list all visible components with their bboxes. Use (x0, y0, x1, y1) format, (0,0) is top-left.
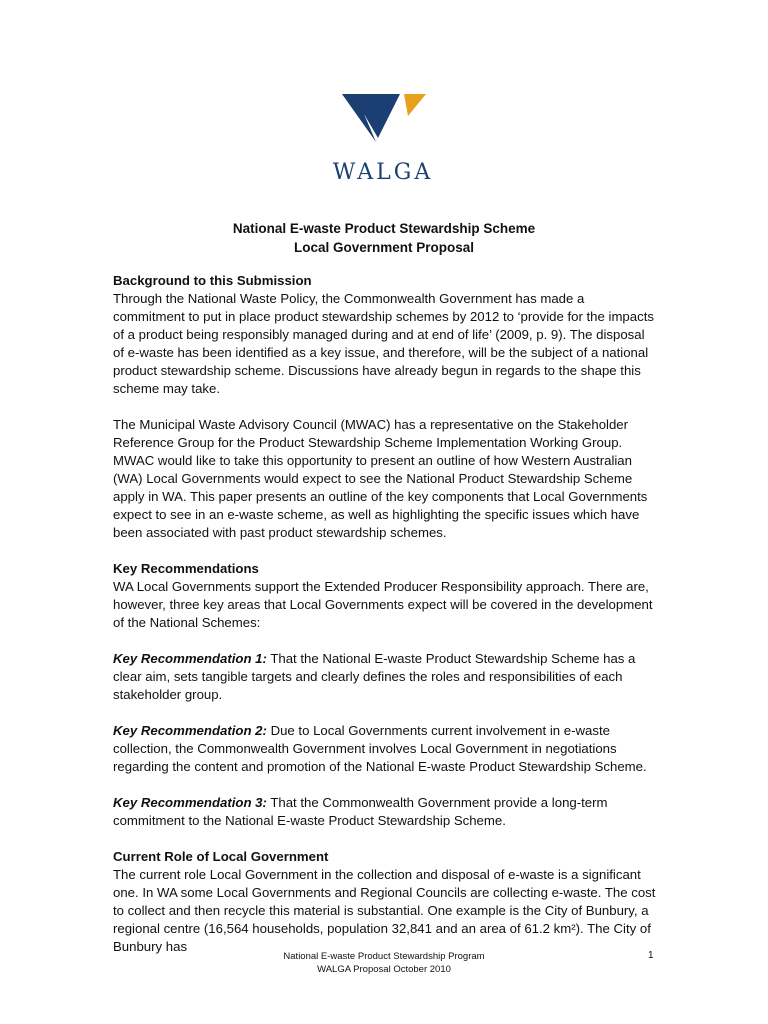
background-paragraph-2: The Municipal Waste Advisory Council (MWAC) has a representative on the Stakeholder Reference Group for the Product Stewardship Scheme Implementation Working Group. MWAC would like to take this opportunity to present an outline of how Western Australian (WA) Local Governments would expect to see the National Product Stewardship Scheme apply in WA. This paper presents an outline of the key components that Local Governments expect to see in an e-waste scheme, as well as highlighting the specific issues which have been associated with past product stewardship schemes. (113, 417, 648, 540)
key-recommendation-1 (113, 650, 658, 704)
key-recommendation-2-text: Due to Local Governments current involvement in e-waste collection, the Commonwealth Government involves Local Government in negotiations regarding the content and promotion of the National E-waste Product Stewardship Scheme. (113, 723, 647, 774)
walga-logo-mark-icon (318, 90, 448, 160)
document-body (113, 272, 658, 974)
key-recommendation-3-text: That the Commonwealth Government provide a long-term commitment to the National E-waste Product Stewardship Scheme. (113, 795, 608, 828)
title-line-2: Local Government Proposal (293, 240, 475, 255)
key-recommendation-3-label: Key Recommendation 3: (113, 795, 267, 810)
key-recommendations-intro: WA Local Governments support the Extended Producer Responsibility approach. There are, however, three key areas that Local Governments expect will be covered in the development of the National Schemes: (113, 579, 653, 630)
background-paragraph-1: Through the National Waste Policy, the Commonwealth Government has made a commitment to put in place product stewardship schemes by 2012 to ‘provide for the impacts of a product being responsibly managed during and at end of life’ (2009, p. 9). The disposal of e-waste has been identified as a key issue, and therefore, will be the subject of a national product stewardship scheme. Discussions have already begun in regards to the shape this scheme may take. (113, 291, 654, 396)
title-line-1: National E-waste Product Stewardship Scheme (232, 221, 536, 236)
key-recommendation-2 (113, 722, 658, 776)
footer-line-1: National E-waste Product Stewardship Program (283, 951, 485, 962)
footer-line-2: WALGA Proposal October 2010 (317, 964, 451, 975)
walga-logo-text: WALGA (332, 160, 434, 185)
background-heading: Background to this Submission (113, 273, 312, 288)
page-number: 1 (648, 950, 654, 961)
document-title (0, 219, 768, 257)
key-recommendations-heading: Key Recommendations (113, 561, 259, 576)
current-role-paragraph: The current role Local Government in the collection and disposal of e-waste is a significant one. In WA some Local Governments and Regional Councils are collecting e-waste. The cost to collect and then recycle this material is substantial. One example is the City of Bunbury, a regional centre (16,564 households, population 32,841 and an area of 61.2 km²). The City of Bunbury has (113, 867, 656, 954)
walga-logo (318, 90, 448, 190)
key-recommendation-1-text: That the National E-waste Product Stewardship Scheme has a clear aim, sets tangible targets and clearly defines the roles and responsibilities of each stakeholder group. (113, 651, 636, 702)
key-recommendation-2-label: Key Recommendation 2: (113, 723, 267, 738)
key-recommendation-3 (113, 794, 658, 830)
key-recommendation-1-label: Key Recommendation 1: (113, 651, 267, 666)
current-role-heading: Current Role of Local Government (113, 849, 329, 864)
